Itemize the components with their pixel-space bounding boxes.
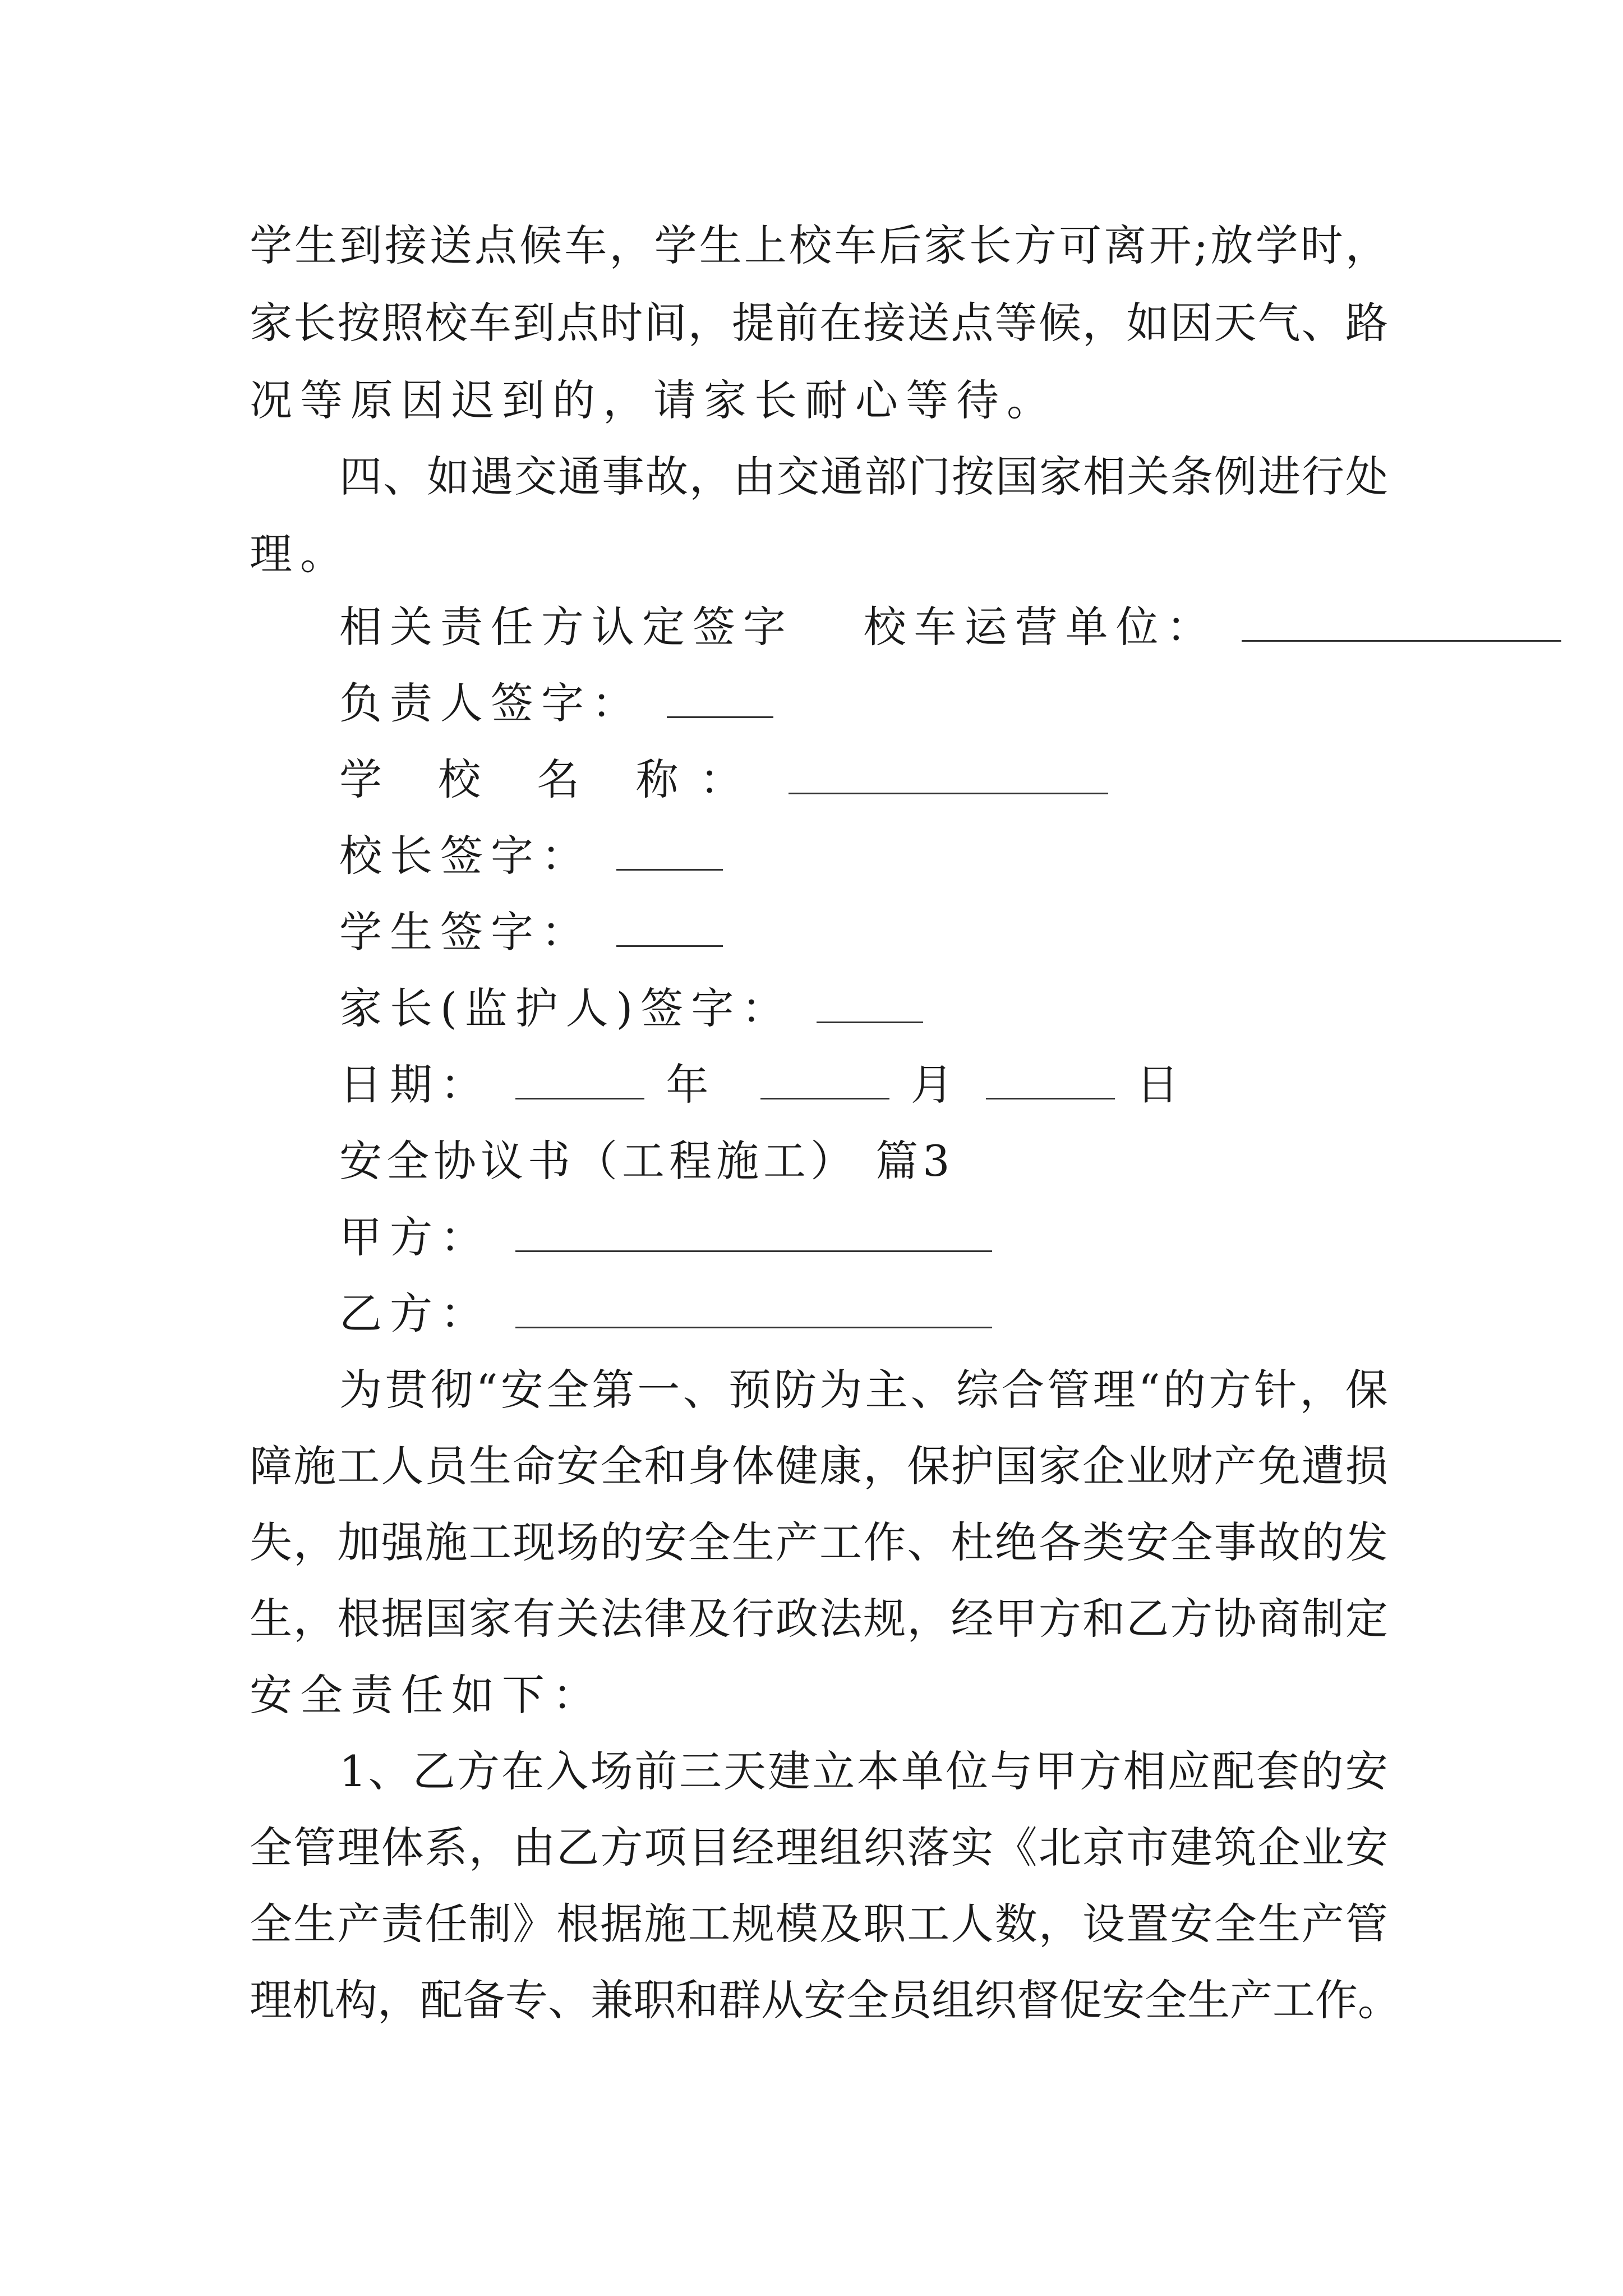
text-line: 四 、 如 遇 交 通 事 故 ， 由 交 通 部 门 按 国 家 相 关 条 例 进 行 处 bbox=[339, 452, 1388, 501]
text-line: 家 长 按 照 校 车 到 点 时 间 ， 提 前 在 接 送 点 等 候 ， 如 因 天 气 、 路 bbox=[250, 298, 1388, 348]
sign-person-row bbox=[339, 678, 1388, 728]
party-a-row bbox=[339, 1212, 1388, 1262]
parent-blank[interactable] bbox=[817, 988, 923, 1023]
sign-student-row bbox=[339, 907, 1388, 957]
bus-operator-label: 校车运营单位： bbox=[863, 602, 1217, 652]
sign-date-row bbox=[339, 1060, 1388, 1110]
text-line: 为 贯 彻 “ 安 全 第 一 、 预 防 为 主 、 综 合 管 理 “ 的 方 针 ， 保 bbox=[339, 1365, 1388, 1415]
text-line: 况等原因迟到的，请家长耐心等待。 bbox=[250, 375, 1057, 425]
bus-operator-blank[interactable] bbox=[1242, 606, 1561, 642]
month-label: 月 bbox=[910, 1060, 961, 1110]
text-line: 安全责任如下： bbox=[250, 1670, 603, 1720]
text-line: 全 生 产 责 任 制 》 根 据 施 工 规 模 及 职 工 人 数 ， 设 置 安 全 生 产 管 bbox=[250, 1899, 1388, 1949]
month-blank[interactable] bbox=[760, 1064, 889, 1099]
day-label: 日 bbox=[1136, 1060, 1187, 1110]
year-blank[interactable] bbox=[515, 1064, 644, 1099]
text-line: 理。 bbox=[250, 529, 351, 579]
party-b-row bbox=[339, 1289, 1388, 1338]
sign-responsible-row bbox=[339, 602, 1388, 652]
party-b-blank[interactable] bbox=[515, 1293, 992, 1328]
principal-label: 校长签字： bbox=[339, 831, 592, 881]
section-title: 安全协议书（工程施工） 篇3 bbox=[339, 1136, 955, 1186]
person-in-charge-label: 负责人签字： bbox=[339, 678, 642, 728]
sign-parent-row bbox=[339, 983, 1388, 1033]
sign-principal-row bbox=[339, 831, 1388, 881]
student-blank[interactable] bbox=[616, 912, 723, 947]
party-b-label: 乙方： bbox=[339, 1289, 491, 1338]
text-line: 失 ， 加 强 施 工 现 场 的 安 全 生 产 工 作 、 杜 绝 各 类 安 全 事 故 的 发 bbox=[250, 1517, 1388, 1567]
sign-school-row bbox=[339, 754, 1388, 804]
text-line: 理 机 构 ， 配 备 专 、 兼 职 和 群 从 安 全 员 组 织 督 促 安 全 生 产 工 作 。 bbox=[250, 1975, 1400, 2025]
person-in-charge-blank[interactable] bbox=[667, 683, 773, 718]
text-line: 学 生 到 接 送 点 候 车 ， 学 生 上 校 车 后 家 长 方 可 离 开 ; 放 学 时 ， bbox=[250, 220, 1388, 270]
school-name-label: 学 校 名 称： bbox=[339, 754, 764, 804]
parent-label: 家长(监护人)签字： bbox=[339, 983, 792, 1033]
date-label: 日期： bbox=[339, 1060, 491, 1110]
text-line: 全 管 理 体 系 ， 由 乙 方 项 目 经 理 组 织 落 实 《 北 京 市 建 筑 企 业 安 bbox=[250, 1823, 1388, 1872]
text-line: 生 ， 根 据 国 家 有 关 法 律 及 行 政 法 规 ， 经 甲 方 和 乙 方 协 商 制 定 bbox=[250, 1594, 1388, 1644]
responsible-party-label: 相关责任方认定签字 bbox=[339, 602, 794, 652]
party-a-label: 甲方： bbox=[339, 1212, 491, 1262]
principal-blank[interactable] bbox=[616, 835, 723, 871]
text-line: 1 、 乙 方 在 入 场 前 三 天 建 立 本 单 位 与 甲 方 相 应 配 套 的 安 bbox=[339, 1746, 1388, 1796]
day-blank[interactable] bbox=[986, 1064, 1115, 1099]
school-name-blank[interactable] bbox=[789, 759, 1108, 794]
party-a-blank[interactable] bbox=[515, 1217, 992, 1252]
year-label: 年 bbox=[666, 1060, 717, 1110]
student-label: 学生签字： bbox=[339, 907, 592, 957]
text-line: 障 施 工 人 员 生 命 安 全 和 身 体 健 康 ， 保 护 国 家 企 业 财 产 免 遭 损 bbox=[250, 1441, 1388, 1491]
